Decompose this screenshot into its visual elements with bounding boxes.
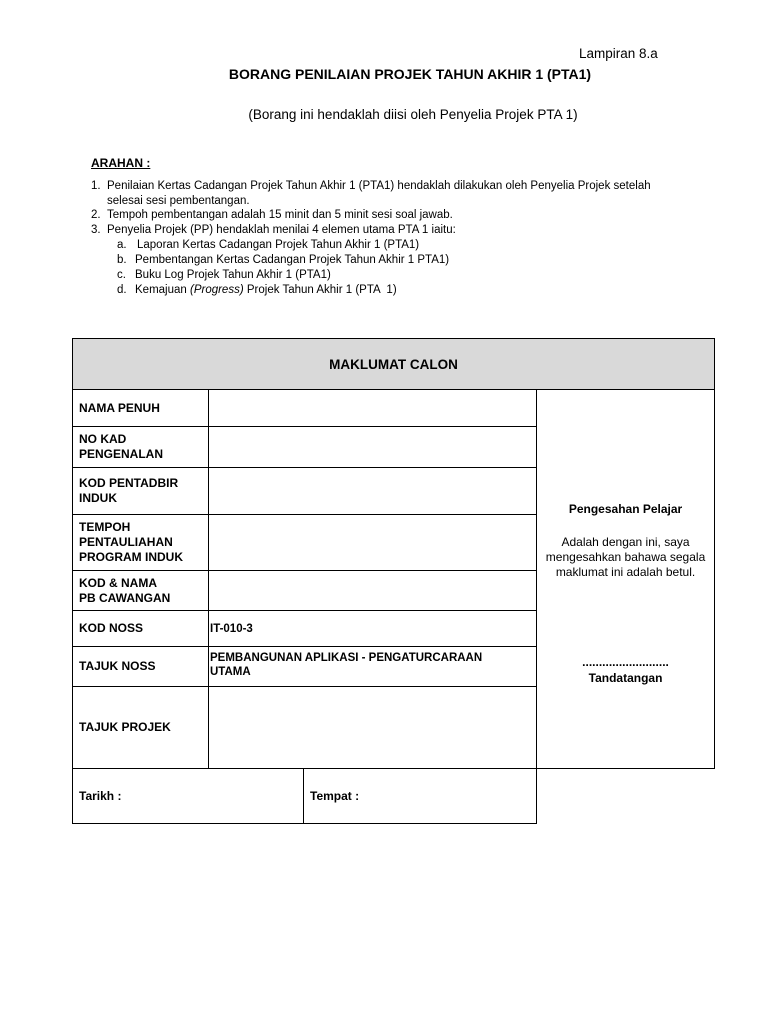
label-line: INDUK <box>79 491 117 505</box>
value-line: UTAMA <box>210 666 251 678</box>
label-line: KOD & NAMA <box>79 575 157 590</box>
field-label-tajuk-noss: TAJUK NOSS <box>73 647 209 687</box>
field-value-nama-penuh[interactable] <box>209 390 537 427</box>
field-label-tempoh-pentauliahan <box>73 515 209 571</box>
student-confirmation-box <box>537 390 715 769</box>
label-line: PENTAULIAHAN <box>79 535 173 549</box>
instruction-number: 3. <box>91 224 101 236</box>
subitem-letter: b. <box>117 254 127 266</box>
form-title: BORANG PENILAIAN PROJEK TAHUN AKHIR 1 (PTA1) <box>228 66 592 82</box>
field-label-nama-penuh: NAMA PENUH <box>73 390 209 427</box>
subitem-letter: a. <box>117 239 127 251</box>
field-value-tajuk-noss[interactable] <box>209 647 537 687</box>
field-label-kod-pentadbir-induk <box>73 468 209 515</box>
table-header: MAKLUMAT CALON <box>73 339 715 390</box>
subitem-text-pre: Kemajuan <box>135 284 190 296</box>
signature-label: Tandatangan <box>588 671 663 685</box>
confirmation-title: Pengesahan Pelajar <box>568 502 683 516</box>
field-tempat[interactable]: Tempat : <box>304 769 537 824</box>
confirmation-text <box>541 535 710 580</box>
instruction-text: Tempoh pembentangan adalah 15 minit dan 5 minit sesi soal jawab. <box>107 209 453 221</box>
instruction-number: 1. <box>91 180 101 192</box>
subitem-letter: c. <box>117 269 126 281</box>
instruction-item <box>91 179 101 194</box>
subitem-text <box>135 283 397 298</box>
subitem-text: Laporan Kertas Cadangan Projek Tahun Akhir 1 (PTA1) <box>137 239 420 251</box>
instructions-heading: ARAHAN : <box>91 156 151 170</box>
field-label-tajuk-projek: TAJUK PROJEK <box>73 687 209 769</box>
subitem-letter: d. <box>117 284 127 296</box>
subitem-text: Pembentangan Kertas Cadangan Projek Tahun Akhir 1 PTA1) <box>135 254 450 266</box>
field-tarikh[interactable]: Tarikh : <box>73 769 304 824</box>
subitem-text-italic: (Progress) <box>189 284 244 296</box>
value-line: PEMBANGUNAN APLIKASI - PENGATURCARAAN <box>210 652 483 664</box>
instruction-text: Penyelia Projek (PP) hendaklah menilai 4 elemen utama PTA 1 iaitu: <box>107 224 456 236</box>
confirmation-text-line: mengesahkan bahawa segala <box>545 550 706 564</box>
field-value-no-kad-pengenalan[interactable] <box>209 427 537 468</box>
field-value-kod-noss[interactable]: IT-010-3 <box>209 611 537 647</box>
field-label-no-kad-pengenalan <box>73 427 209 468</box>
field-value-tempoh-pentauliahan[interactable] <box>209 515 537 571</box>
label-line: PENGENALAN <box>79 447 164 461</box>
subitem-text: Buku Log Projek Tahun Akhir 1 (PTA1) <box>135 269 331 281</box>
label-line: PROGRAM INDUK <box>79 550 183 564</box>
label-line: TEMPOH <box>79 520 131 534</box>
field-label-kod-noss: KOD NOSS <box>73 611 209 647</box>
instruction-number: 2. <box>91 209 101 221</box>
field-value-kod-pentadbir-induk[interactable] <box>209 468 537 515</box>
field-value-kod-nama-pb[interactable] <box>209 571 537 611</box>
label-line: NO KAD <box>79 432 127 446</box>
confirmation-text-line: maklumat ini adalah betul. <box>555 565 696 579</box>
label-line: KOD PENTADBIR <box>79 476 179 490</box>
appendix-label: Lampiran 8.a <box>579 46 658 61</box>
instruction-text: Penilaian Kertas Cadangan Projek Tahun Akhir 1 (PTA1) hendaklah dilakukan oleh Penyelia Projek setelah <box>107 180 651 192</box>
candidate-info-table <box>72 338 715 824</box>
instruction-text-cont: selesai sesi pembentangan. <box>107 195 250 207</box>
confirmation-text-line: Adalah dengan ini, saya <box>561 535 690 549</box>
signature-line[interactable]: .......................... <box>582 655 669 669</box>
field-value-tajuk-projek[interactable] <box>209 687 537 769</box>
form-subtitle: (Borang ini hendaklah diisi oleh Penyelia Projek PTA 1) <box>248 107 578 122</box>
label-line: PB CAWANGAN <box>79 590 171 605</box>
subitem-text-post: Projek Tahun Akhir 1 (PTA 1) <box>243 284 397 296</box>
field-label-kod-nama-pb <box>73 571 209 611</box>
